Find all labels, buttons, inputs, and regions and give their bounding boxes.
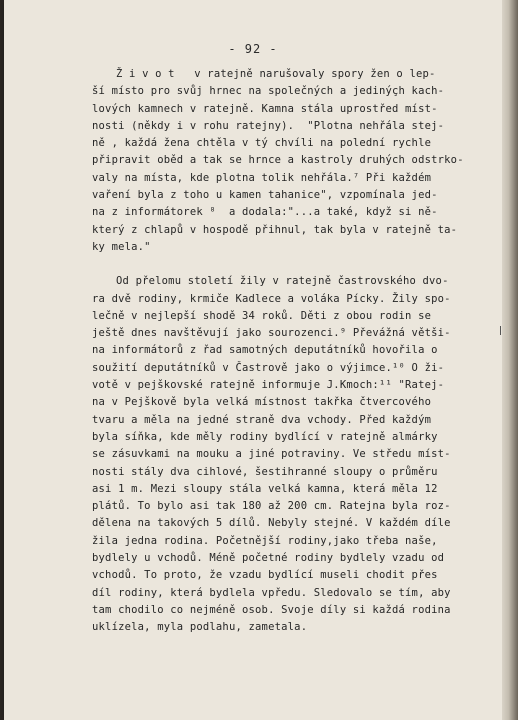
text-line: vaření byla z toho u kamen tahanice", vzpomínala jed- <box>92 189 438 202</box>
text-line: se zásuvkami na mouku a jiné potraviny. Ve středu míst- <box>92 448 451 461</box>
text-line: vchodů. To proto, že vzadu bydlící museli chodit přes <box>92 569 438 582</box>
text-line: žila jedna rodina. Početnější rodiny,jako třeba naše, <box>92 534 438 547</box>
text-line: nosti (někdy i v rohu ratejny). "Plotna nehřála stej- <box>92 119 445 132</box>
text-line: na v Pejškově byla velká místnost takřka čtvercového <box>92 396 432 409</box>
text-line: soužití deputátníků v Častrově jako o výjimce.¹⁰ O ži- <box>92 361 445 374</box>
text-line: votě v pejškovské ratejně informuje J.Kmoch:¹¹ "Ratej- <box>92 379 445 392</box>
text-line: Od přelomu století žily v ratejně častrovského dvo- <box>116 275 449 288</box>
text-line: ky mela." <box>92 240 151 253</box>
text-line: plátů. To bylo asi tak 180 až 200 cm. Ratejna byla roz- <box>92 500 451 513</box>
text-line: tam chodilo co nejméně osob. Svoje díly si každá rodina <box>92 603 451 616</box>
text-line: ještě dnes navštěvují jako sourozenci.⁹ Převážná větši- <box>92 327 451 340</box>
text-line: tvaru a měla na jedné straně dva vchody. Před každým <box>92 413 432 426</box>
text-line: lečně v nejlepší shodě 34 roků. Děti z obou rodin se <box>92 309 432 322</box>
text-line: Ž i v o t v ratejně narušovaly spory žen o lep- <box>116 68 436 80</box>
text-line: uklízela, myla podlahu, zametala. <box>92 621 308 634</box>
paragraph-1 <box>92 66 502 256</box>
text-line: dělena na takových 5 dílů. Nebyly stejné. V každém díle <box>92 517 451 530</box>
text-line: ší místo pro svůj hrnec na společných a jedinýçh kach- <box>92 85 445 98</box>
margin-mark <box>500 326 501 335</box>
text-line: ra dvě rodiny, krmiče Kadlece a voláka Pícky. Žily spo- <box>92 292 451 305</box>
text-line: ně , každá žena chtěla v tý chvíli na polední rychle <box>92 137 432 150</box>
paragraph-2 <box>92 273 502 636</box>
text-line: který z chlapů v hospodě přihnul, tak byla v ratejně ta- <box>92 223 458 236</box>
text-line: bydlely u vchodů. Méně početné rodiny bydlely vzadu od <box>92 552 445 565</box>
body-text <box>92 66 502 637</box>
text-line: valy na místa, kde plotna tolik nehřála.⁷ Při každém <box>92 171 432 184</box>
text-line: díl rodiny, která bydlela vpředu. Sledovalo se tím, aby <box>92 586 451 599</box>
page-edge <box>502 0 518 720</box>
text-line: asi 1 m. Mezi sloupy stála velká kamna, která měla 12 <box>92 482 438 495</box>
text-line: na z informátorek ⁸ a dodala:"...a také, když si ně- <box>92 206 438 219</box>
text-line: na informátorů z řad samotných deputátníků hovořila o <box>92 344 438 357</box>
document-page <box>4 0 502 720</box>
text-line: byla síňka, kde měly rodiny bydlící v ratejně almárky <box>92 430 438 443</box>
text-line: připravit oběd a tak se hrnce a kastroly druhých odstrko- <box>92 154 464 167</box>
page-number: - 92 - <box>228 42 278 56</box>
text-line: lových kamnech v ratejně. Kamna stála uprostřed míst- <box>92 102 438 115</box>
text-line: nosti stály dva cihlové, šestihranné sloupy o průměru <box>92 465 438 478</box>
